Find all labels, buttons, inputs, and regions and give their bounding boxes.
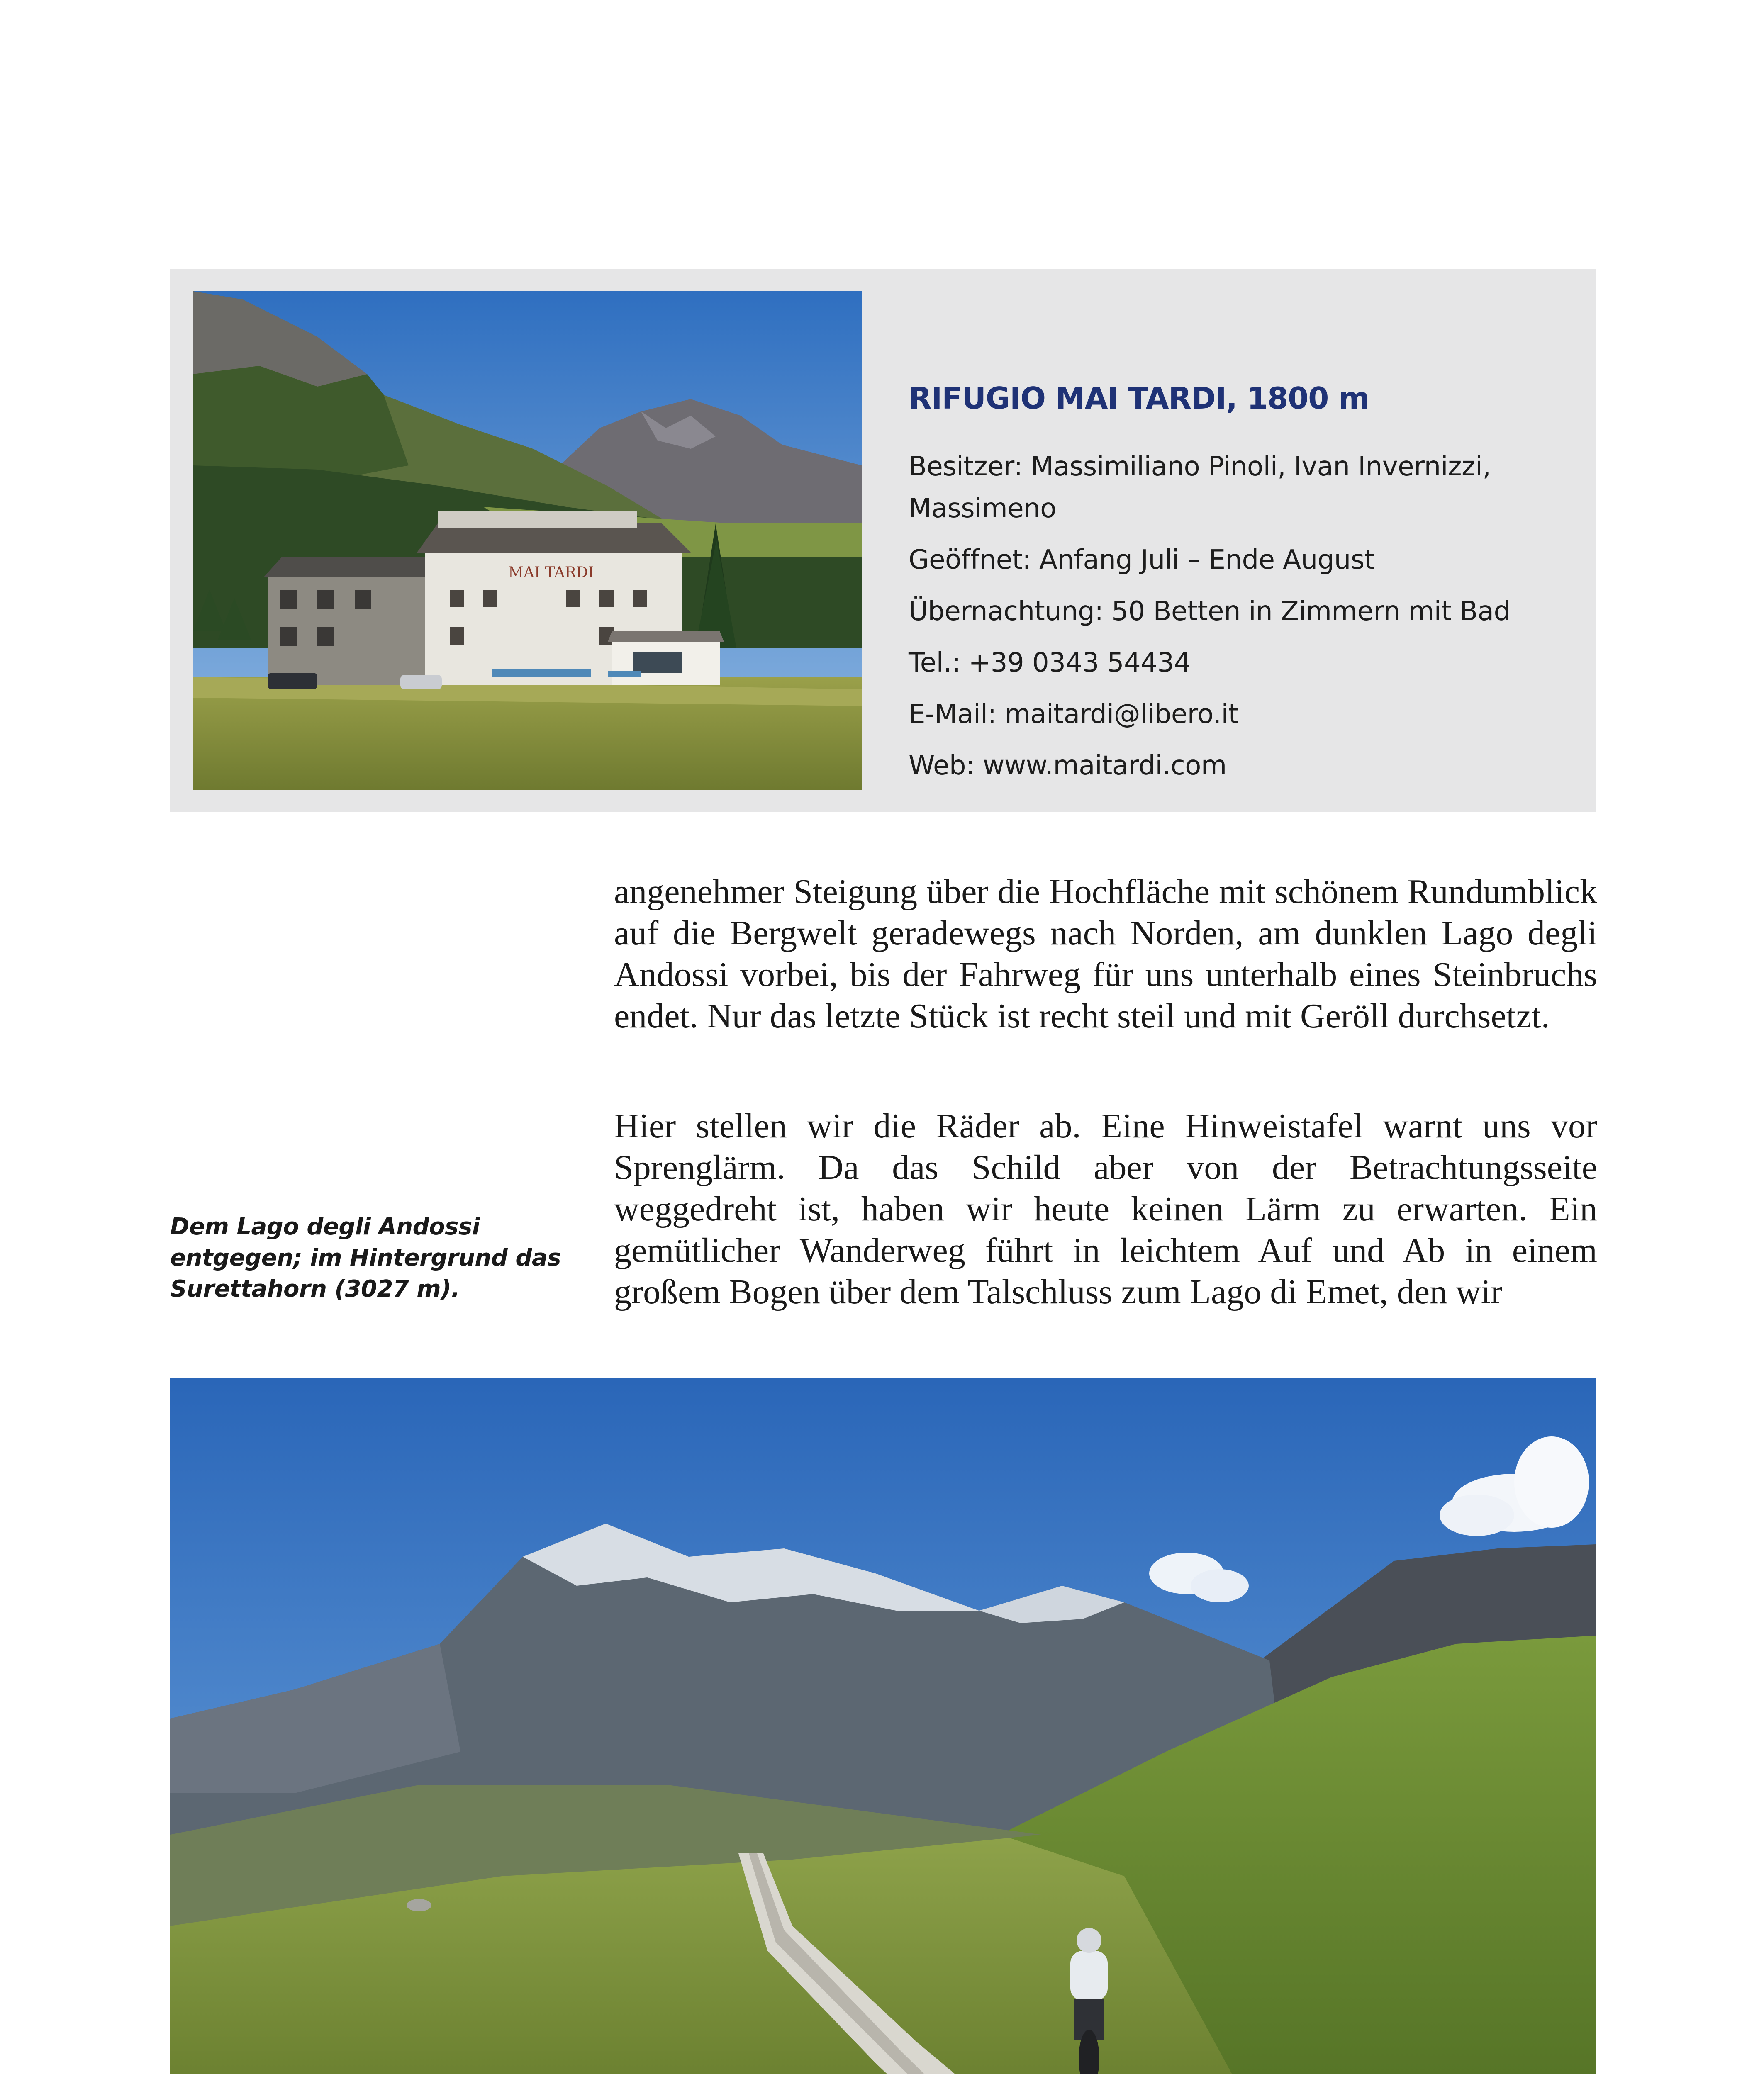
info-phone: Tel.: +39 0343 54434 (909, 648, 1191, 678)
info-owner-line1: Besitzer: Massimiliano Pinoli, Ivan Invernizzi, (909, 451, 1491, 482)
body-paragraph-2: Hier stellen wir die Räder ab. Eine Hinweistafel warnt uns vor Sprenglärm. Da das Schild aber von der Betrachtungsseite weggedreht ist, haben wir heute keinen Lärm zu erwarten. Ein gemütlicher Wanderweg führt in leichtem Auf und Ab in einem großem Bogen über dem Talschluss zum Lago di Emet, den wir (614, 1107, 1597, 1311)
info-title: RIFUGIO MAI TARDI, 1800 m (909, 381, 1369, 416)
info-owner-line2: Massimeno (909, 493, 1056, 524)
info-web: Web: www.maitardi.com (909, 750, 1227, 781)
caption-line3: Surettahorn (3027 m). (170, 1276, 460, 1302)
info-text (909, 375, 1581, 796)
info-opened: Geöffnet: Anfang Juli – Ende August (909, 545, 1375, 575)
caption-line2: entgegen; im Hintergrund das (170, 1244, 561, 1271)
trail-photo (170, 1378, 1596, 2074)
info-overnight: Übernachtung: 50 Betten in Zimmern mit Bad (909, 596, 1511, 627)
info-email: E-Mail: maitardi@libero.it (909, 699, 1239, 730)
caption-line1: Dem Lago degli Andossi (170, 1213, 480, 1240)
body-paragraph-1: angenehmer Steigung über die Hochfläche mit schönem Rundumblick auf die Bergwelt geradewegs nach Norden, am dunklen Lago degli Andossi vorbei, bis der Fahrweg für uns unterhalb eines Steinbruchs endet. Nur das letzte Stück ist recht steil und mit Geröll durchsetzt. (614, 872, 1597, 1035)
photo-caption (170, 1211, 577, 1305)
hut-photo (193, 291, 862, 790)
hut-sign-text: MAI TARDI (508, 564, 594, 581)
